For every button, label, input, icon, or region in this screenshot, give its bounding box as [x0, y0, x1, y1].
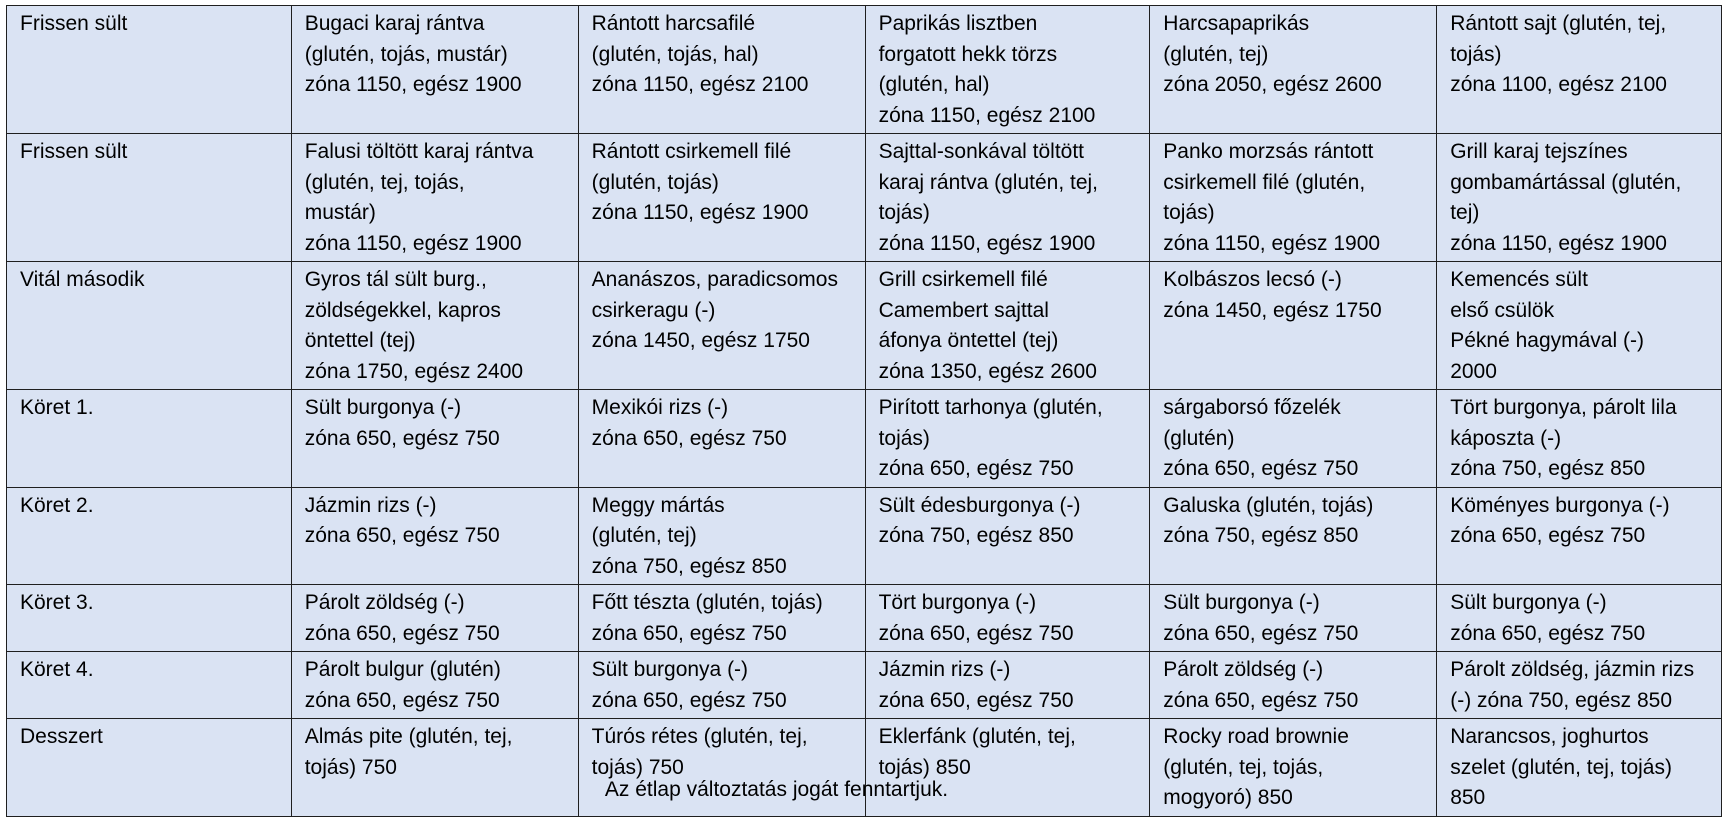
menu-cell — [291, 6, 578, 134]
menu-cell-line: sárgaborsó főzelék — [1163, 396, 1341, 419]
menu-cell-line: Harcsapaprikás — [1163, 12, 1310, 35]
menu-cell-line: Főtt tészta (glutén, tojás) — [591, 591, 823, 614]
menu-cell-line: zöldségekkel, kapros — [304, 298, 501, 322]
menu-disclaimer: Az étlap változtatás jogát fenntartjuk. — [604, 778, 949, 801]
menu-cell-line: zóna 1150, egész 1900 — [1450, 231, 1667, 255]
menu-cell-line: zóna 1150, egész 1900 — [1163, 231, 1381, 255]
menu-cell-line: Jázmin rizs (-) — [878, 658, 1011, 681]
menu-cell-line: Rántott csirkemell filé — [591, 140, 792, 163]
menu-cell — [1437, 6, 1722, 134]
menu-cell-line: tojás) — [878, 201, 930, 224]
menu-cell-line: Paprikás lisztben — [878, 12, 1038, 35]
menu-cell — [291, 134, 578, 262]
row-category: Frissen sült — [7, 134, 292, 262]
menu-cell — [865, 390, 1150, 488]
menu-cell-line: Jázmin rizs (-) — [304, 493, 437, 517]
menu-cell-line: Grill karaj tejszínes — [1450, 140, 1628, 163]
menu-cell-line: Ananászos, paradicsomos — [591, 268, 838, 291]
menu-cell-line: zóna 1150, egész 2100 — [878, 103, 1096, 127]
menu-cell — [1437, 262, 1722, 390]
menu-cell — [865, 262, 1150, 390]
menu-cell — [1437, 134, 1722, 262]
menu-cell-line: zóna 1350, egész 2600 — [878, 359, 1097, 383]
menu-cell-line: zóna 1100, egész 2100 — [1450, 73, 1667, 96]
menu-cell-line: zóna 750, egész 850 — [878, 524, 1074, 547]
menu-row — [7, 134, 1722, 262]
menu-cell-line: (glutén) — [1163, 426, 1235, 450]
menu-cell — [1150, 390, 1437, 488]
menu-cell — [578, 262, 865, 390]
menu-cell-line: tojás) — [1450, 42, 1502, 66]
menu-cell-line: Camembert sajttal — [878, 298, 1049, 322]
menu-cell-line: tojás) — [878, 426, 930, 450]
menu-cell-line: zóna 650, egész 750 — [878, 457, 1074, 480]
menu-cell-line: zóna 650, egész 750 — [1163, 688, 1359, 712]
menu-cell-line: zóna 1150, egész 1900 — [304, 231, 522, 255]
menu-cell-line: első csülök — [1450, 298, 1555, 322]
menu-cell-line: gombamártással (glutén, — [1450, 170, 1682, 194]
row-category: Vitál második — [7, 262, 292, 390]
menu-cell-line: csirkemell filé (glutén, — [1163, 170, 1366, 194]
menu-cell — [1150, 585, 1437, 652]
menu-cell-line: tojás) 750 — [591, 755, 684, 779]
menu-row — [7, 390, 1722, 488]
menu-cell-line: zóna 650, egész 750 — [304, 426, 500, 450]
menu-cell-line: (glutén, tojás) — [591, 170, 719, 194]
menu-cell-line: áfonya öntettel (tej) — [878, 329, 1059, 352]
row-category: Köret 1. — [7, 390, 292, 488]
menu-row — [7, 652, 1722, 719]
menu-cell-line: Bugaci karaj rántva — [304, 12, 485, 35]
row-category: Desszert — [7, 719, 292, 817]
menu-cell-line: Párolt bulgur (glutén) — [304, 658, 501, 681]
menu-cell — [1437, 652, 1722, 719]
menu-cell-line: zóna 1750, egész 2400 — [304, 359, 524, 383]
menu-cell-line: zóna 650, egész 750 — [591, 426, 787, 450]
menu-cell-line: (glutén, tej) — [591, 524, 697, 547]
menu-cell — [1150, 6, 1437, 134]
menu-cell-line: Pékné hagymával (-) — [1450, 329, 1644, 352]
menu-cell — [578, 390, 865, 488]
menu-cell-line: Sajttal-sonkával töltött — [878, 140, 1084, 163]
menu-cell-line: zóna 750, egész 850 — [591, 554, 787, 578]
menu-cell-line: (glutén, hal) — [878, 73, 990, 96]
menu-cell — [1150, 487, 1437, 585]
menu-cell — [865, 585, 1150, 652]
menu-cell-line: Galuska (glutén, tojás) — [1163, 493, 1374, 517]
menu-cell-line: (glutén, tojás, mustár) — [304, 42, 508, 66]
menu-cell-line: mustár) — [304, 201, 376, 224]
menu-cell-line: zóna 650, egész 750 — [1163, 621, 1359, 645]
menu-cell-line: Kolbászos lecsó (-) — [1163, 268, 1342, 291]
menu-cell-line: csirkeragu (-) — [591, 298, 716, 322]
menu-cell — [1150, 652, 1437, 719]
menu-cell-line: zóna 650, egész 750 — [878, 688, 1074, 712]
menu-cell-line: Panko morzsás rántott — [1163, 140, 1374, 163]
menu-cell-line: Sült burgonya (-) — [1450, 591, 1607, 614]
row-category: Frissen sült — [7, 6, 292, 134]
menu-cell-line: Tört burgonya, párolt lila — [1450, 396, 1677, 419]
menu-cell-line: zóna 650, egész 750 — [304, 688, 500, 712]
menu-cell-line: tojás) 750 — [304, 755, 397, 779]
row-category: Köret 2. — [7, 487, 292, 585]
menu-cell-line: káposzta (-) — [1450, 426, 1562, 450]
menu-cell-line: Sült burgonya (-) — [1163, 591, 1320, 614]
menu-cell-line: Meggy mártás — [591, 493, 725, 517]
menu-cell-line: Rántott sajt (glutén, tej, — [1450, 12, 1667, 35]
menu-row — [7, 6, 1722, 134]
menu-cell-line: (-) zóna 750, egész 850 — [1450, 688, 1673, 712]
menu-cell-line: öntettel (tej) — [304, 329, 416, 352]
menu-cell-line: zóna 650, egész 750 — [591, 688, 787, 712]
menu-cell-line: Kemencés sült — [1450, 268, 1588, 291]
menu-cell — [578, 585, 865, 652]
menu-cell-line: Rántott harcsafilé — [591, 12, 756, 35]
menu-cell-line: Gyros tál sült burg., — [304, 268, 487, 291]
menu-cell-line: zóna 650, egész 750 — [1163, 457, 1359, 480]
menu-cell-line: zóna 650, egész 750 — [304, 524, 500, 547]
menu-cell-line: mogyoró) 850 — [1163, 786, 1293, 809]
menu-cell-line: Sült édesburgonya (-) — [878, 493, 1081, 517]
menu-cell-line: zóna 650, egész 750 — [1450, 524, 1646, 547]
menu-cell-line: zóna 1150, egész 1900 — [304, 73, 522, 96]
menu-cell-line: zóna 650, egész 750 — [1450, 621, 1646, 645]
menu-cell-line: Rocky road brownie — [1163, 725, 1349, 748]
menu-cell — [865, 652, 1150, 719]
menu-cell-line: 2000 — [1450, 359, 1497, 383]
menu-cell — [291, 390, 578, 488]
menu-cell-line: zóna 650, egész 750 — [591, 621, 787, 645]
menu-cell-line: Túrós rétes (glutén, tej, — [591, 725, 808, 748]
menu-cell-line: Köményes burgonya (-) — [1450, 493, 1670, 517]
menu-cell-line: (glutén, tej, tojás, — [304, 170, 465, 194]
menu-cell-line: szelet (glutén, tej, tojás) — [1450, 755, 1672, 779]
menu-cell — [578, 134, 865, 262]
menu-cell — [578, 652, 865, 719]
menu-row — [7, 585, 1722, 652]
menu-cell — [578, 487, 865, 585]
menu-cell-line: Narancsos, joghurtos — [1450, 725, 1649, 748]
menu-cell — [1150, 134, 1437, 262]
menu-cell — [1150, 262, 1437, 390]
menu-cell — [291, 487, 578, 585]
menu-cell-line: zóna 2050, egész 2600 — [1163, 73, 1382, 96]
menu-cell-line: tojás) — [1163, 201, 1215, 224]
menu-cell — [578, 6, 865, 134]
menu-cell-line: Tört burgonya (-) — [878, 591, 1037, 614]
menu-cell-line: Párolt zöldség, jázmin rizs — [1450, 658, 1695, 681]
menu-cell-line: zóna 650, egész 750 — [878, 621, 1074, 645]
menu-cell-line: (glutén, tojás, hal) — [591, 42, 759, 66]
row-category: Köret 4. — [7, 652, 292, 719]
menu-cell-line: Eklerfánk (glutén, tej, — [878, 725, 1076, 748]
menu-cell-line: Grill csirkemell filé — [878, 268, 1048, 291]
menu-cell — [1437, 585, 1722, 652]
menu-cell-line: Sült burgonya (-) — [591, 658, 749, 681]
menu-cell — [1437, 390, 1722, 488]
menu-table — [6, 5, 1722, 817]
menu-cell-line: Pirított tarhonya (glutén, — [878, 396, 1103, 419]
menu-cell-line: Sült burgonya (-) — [304, 396, 462, 419]
row-category: Köret 3. — [7, 585, 292, 652]
menu-cell — [291, 262, 578, 390]
menu-cell — [865, 487, 1150, 585]
menu-cell — [291, 652, 578, 719]
menu-cell-line: forgatott hekk törzs — [878, 42, 1058, 66]
menu-cell-line: (glutén, tej, tojás, — [1163, 755, 1324, 779]
menu-cell-line: zóna 1150, egész 1900 — [878, 231, 1096, 255]
menu-cell-line: zóna 750, egész 850 — [1450, 457, 1646, 480]
menu-cell-line: tojás) 850 — [878, 755, 971, 779]
menu-cell-line: zóna 1450, egész 1750 — [591, 329, 810, 352]
menu-cell-line: 850 — [1450, 786, 1486, 809]
menu-cell-line: zóna 750, egész 850 — [1163, 524, 1359, 547]
menu-cell-line: Falusi töltött karaj rántva — [304, 140, 534, 163]
menu-cell-line: Párolt zöldség (-) — [1163, 658, 1324, 681]
menu-cell-line: zóna 1450, egész 1750 — [1163, 298, 1382, 322]
menu-cell — [291, 585, 578, 652]
menu-cell-line: zóna 1150, egész 2100 — [591, 73, 809, 96]
menu-cell-line: (glutén, tej) — [1163, 42, 1269, 66]
menu-row — [7, 487, 1722, 585]
menu-cell-line: Almás pite (glutén, tej, — [304, 725, 513, 748]
menu-row — [7, 262, 1722, 390]
menu-cell — [865, 134, 1150, 262]
menu-cell-line: Mexikói rizs (-) — [591, 396, 729, 419]
menu-cell — [865, 6, 1150, 134]
menu-cell-line: karaj rántva (glutén, tej, — [878, 170, 1099, 194]
menu-cell-line: tej) — [1450, 201, 1480, 224]
menu-cell-line: zóna 1150, egész 1900 — [591, 201, 809, 224]
menu-cell — [1437, 487, 1722, 585]
menu-cell-line: Párolt zöldség (-) — [304, 591, 465, 614]
menu-cell-line: zóna 650, egész 750 — [304, 621, 500, 645]
